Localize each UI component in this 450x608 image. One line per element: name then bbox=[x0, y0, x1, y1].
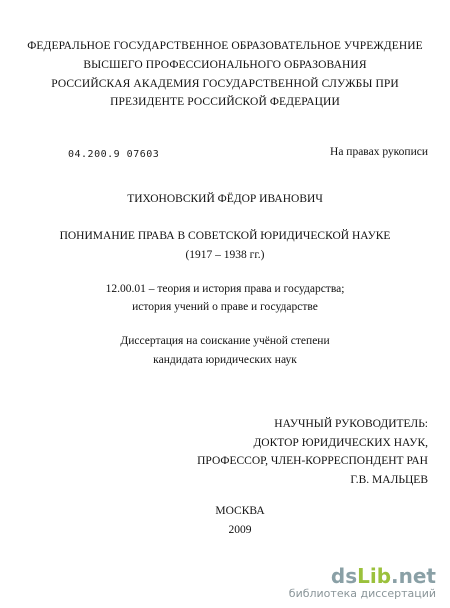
logo-part-ds: ds bbox=[330, 564, 358, 588]
supervisor-heading: НАУЧНЫЙ РУКОВОДИТЕЛЬ: bbox=[274, 418, 428, 430]
institution-line-1: ФЕДЕРАЛЬНОЕ ГОСУДАРСТВЕННОЕ ОБРАЗОВАТЕЛЬНОЕ УЧРЕЖДЕНИЕ bbox=[27, 40, 423, 52]
supervisor-title: ПРОФЕССОР, ЧЛЕН-КОРРЕСПОНДЕНТ РАН bbox=[197, 455, 428, 467]
specialty-line-1: 12.00.01 – теория и история права и государства; bbox=[105, 283, 345, 295]
watermark-caption: библиотека диссертаций bbox=[288, 587, 436, 600]
degree-line-1: Диссертация на соискание учёной степени bbox=[120, 335, 330, 347]
degree-line-2: кандидата юридических наук bbox=[153, 354, 297, 366]
dslib-logo bbox=[289, 566, 436, 586]
manuscript-note: На правах рукописи bbox=[330, 146, 428, 158]
institution-line-3: РОССИЙСКАЯ АКАДЕМИЯ ГОСУДАРСТВЕННОЙ СЛУЖБЫ ПРИ bbox=[51, 78, 399, 90]
year: 2009 bbox=[228, 524, 252, 536]
dissertation-years: (1917 – 1938 гг.) bbox=[185, 249, 265, 261]
institution-line-4: ПРЕЗИДЕНТЕ РОССИЙСКОЙ ФЕДЕРАЦИИ bbox=[110, 96, 340, 108]
logo-part-net: .net bbox=[391, 564, 436, 588]
supervisor-name: Г.В. МАЛЬЦЕВ bbox=[350, 474, 428, 486]
logo-part-lib: Lib bbox=[357, 564, 392, 588]
specialty-line-2: история учений о праве и государстве bbox=[132, 301, 318, 313]
registration-stamp: 04.200.9 07603 bbox=[68, 149, 160, 160]
dissertation-title: ПОНИМАНИЕ ПРАВА В СОВЕТСКОЙ ЮРИДИЧЕСКОЙ НАУКЕ bbox=[59, 230, 391, 242]
supervisor-degree: ДОКТОР ЮРИДИЧЕСКИХ НАУК, bbox=[253, 437, 428, 449]
watermark bbox=[289, 566, 436, 600]
institution-line-2: ВЫСШЕГО ПРОФЕССИОНАЛЬНОГО ОБРАЗОВАНИЯ bbox=[83, 59, 367, 71]
city: МОСКВА bbox=[215, 505, 265, 517]
author-name: ТИХОНОВСКИЙ ФЁДОР ИВАНОВИЧ bbox=[127, 193, 323, 205]
